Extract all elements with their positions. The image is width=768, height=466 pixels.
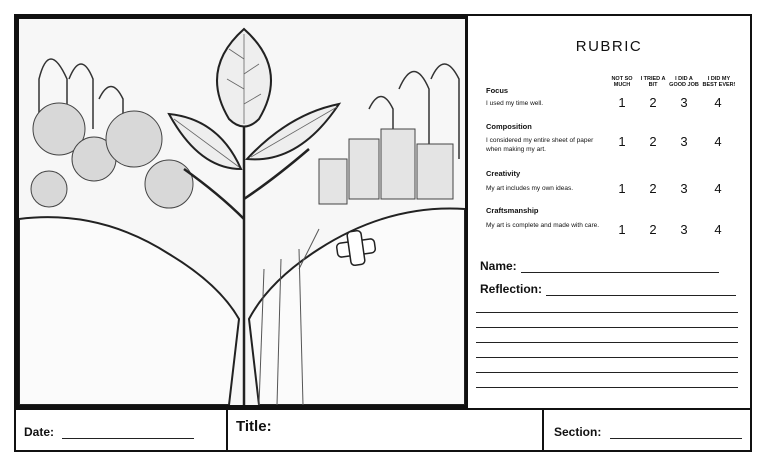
column-header-not-so-much: NOT SO MUCH [611, 76, 633, 88]
score-composition-2[interactable]: 2 [649, 134, 657, 149]
reflection-line[interactable] [476, 372, 738, 373]
date-label: Date: [24, 425, 55, 439]
name-label: Name: [480, 259, 517, 273]
rubric-panel [468, 16, 750, 408]
score-focus-4[interactable]: 4 [714, 95, 722, 110]
score-creativity-1[interactable]: 1 [618, 181, 626, 196]
criterion-focus-title: Focus [486, 86, 509, 95]
reflection-line[interactable] [476, 357, 738, 358]
footer-divider [542, 410, 544, 452]
score-craftsmanship-2[interactable]: 2 [649, 222, 657, 237]
reflection-input-line[interactable] [546, 295, 736, 296]
section-label: Section: [554, 425, 602, 439]
date-input-line[interactable] [62, 438, 194, 439]
reflection-line[interactable] [476, 342, 738, 343]
section-input-line[interactable] [610, 438, 742, 439]
reflection-line[interactable] [476, 387, 738, 388]
score-creativity-2[interactable]: 2 [649, 181, 657, 196]
score-craftsmanship-4[interactable]: 4 [714, 222, 722, 237]
footer-divider [226, 410, 228, 452]
rubric-title: RUBRIC [575, 38, 643, 55]
criterion-creativity-description: My art includes my own ideas. [486, 185, 574, 192]
column-header-tried-a-bit: I TRIED A BIT [640, 76, 666, 88]
artwork-frame [16, 16, 468, 408]
score-craftsmanship-1[interactable]: 1 [618, 222, 626, 237]
criterion-craftsmanship-title: Craftsmanship [486, 206, 539, 215]
score-creativity-4[interactable]: 4 [714, 181, 722, 196]
criterion-creativity-title: Creativity [486, 169, 521, 178]
reflection-line[interactable] [476, 312, 738, 313]
score-focus-1[interactable]: 1 [618, 95, 626, 110]
reflection-label: Reflection: [480, 282, 543, 296]
score-composition-4[interactable]: 4 [714, 134, 722, 149]
score-composition-3[interactable]: 3 [680, 134, 688, 149]
score-focus-2[interactable]: 2 [649, 95, 657, 110]
title-label: Title: [236, 418, 272, 435]
artwork-drawing [19, 19, 465, 405]
criterion-composition-title: Composition [486, 122, 532, 131]
score-focus-3[interactable]: 3 [680, 95, 688, 110]
column-header-best-ever: I DID MY BEST EVER! [702, 76, 736, 88]
criterion-focus-description: I used my time well. [486, 100, 544, 107]
name-input-line[interactable] [521, 272, 719, 273]
criterion-craftsmanship-description: My art is complete and made with care. [486, 222, 600, 229]
criterion-composition-description: I considered my entire sheet of paper when making my art. [486, 137, 594, 153]
score-creativity-3[interactable]: 3 [680, 181, 688, 196]
score-composition-1[interactable]: 1 [618, 134, 626, 149]
reflection-line[interactable] [476, 327, 738, 328]
score-craftsmanship-3[interactable]: 3 [680, 222, 688, 237]
column-header-good-job: I DID A GOOD JOB [669, 76, 699, 88]
footer-row [16, 408, 750, 452]
worksheet [14, 14, 752, 452]
